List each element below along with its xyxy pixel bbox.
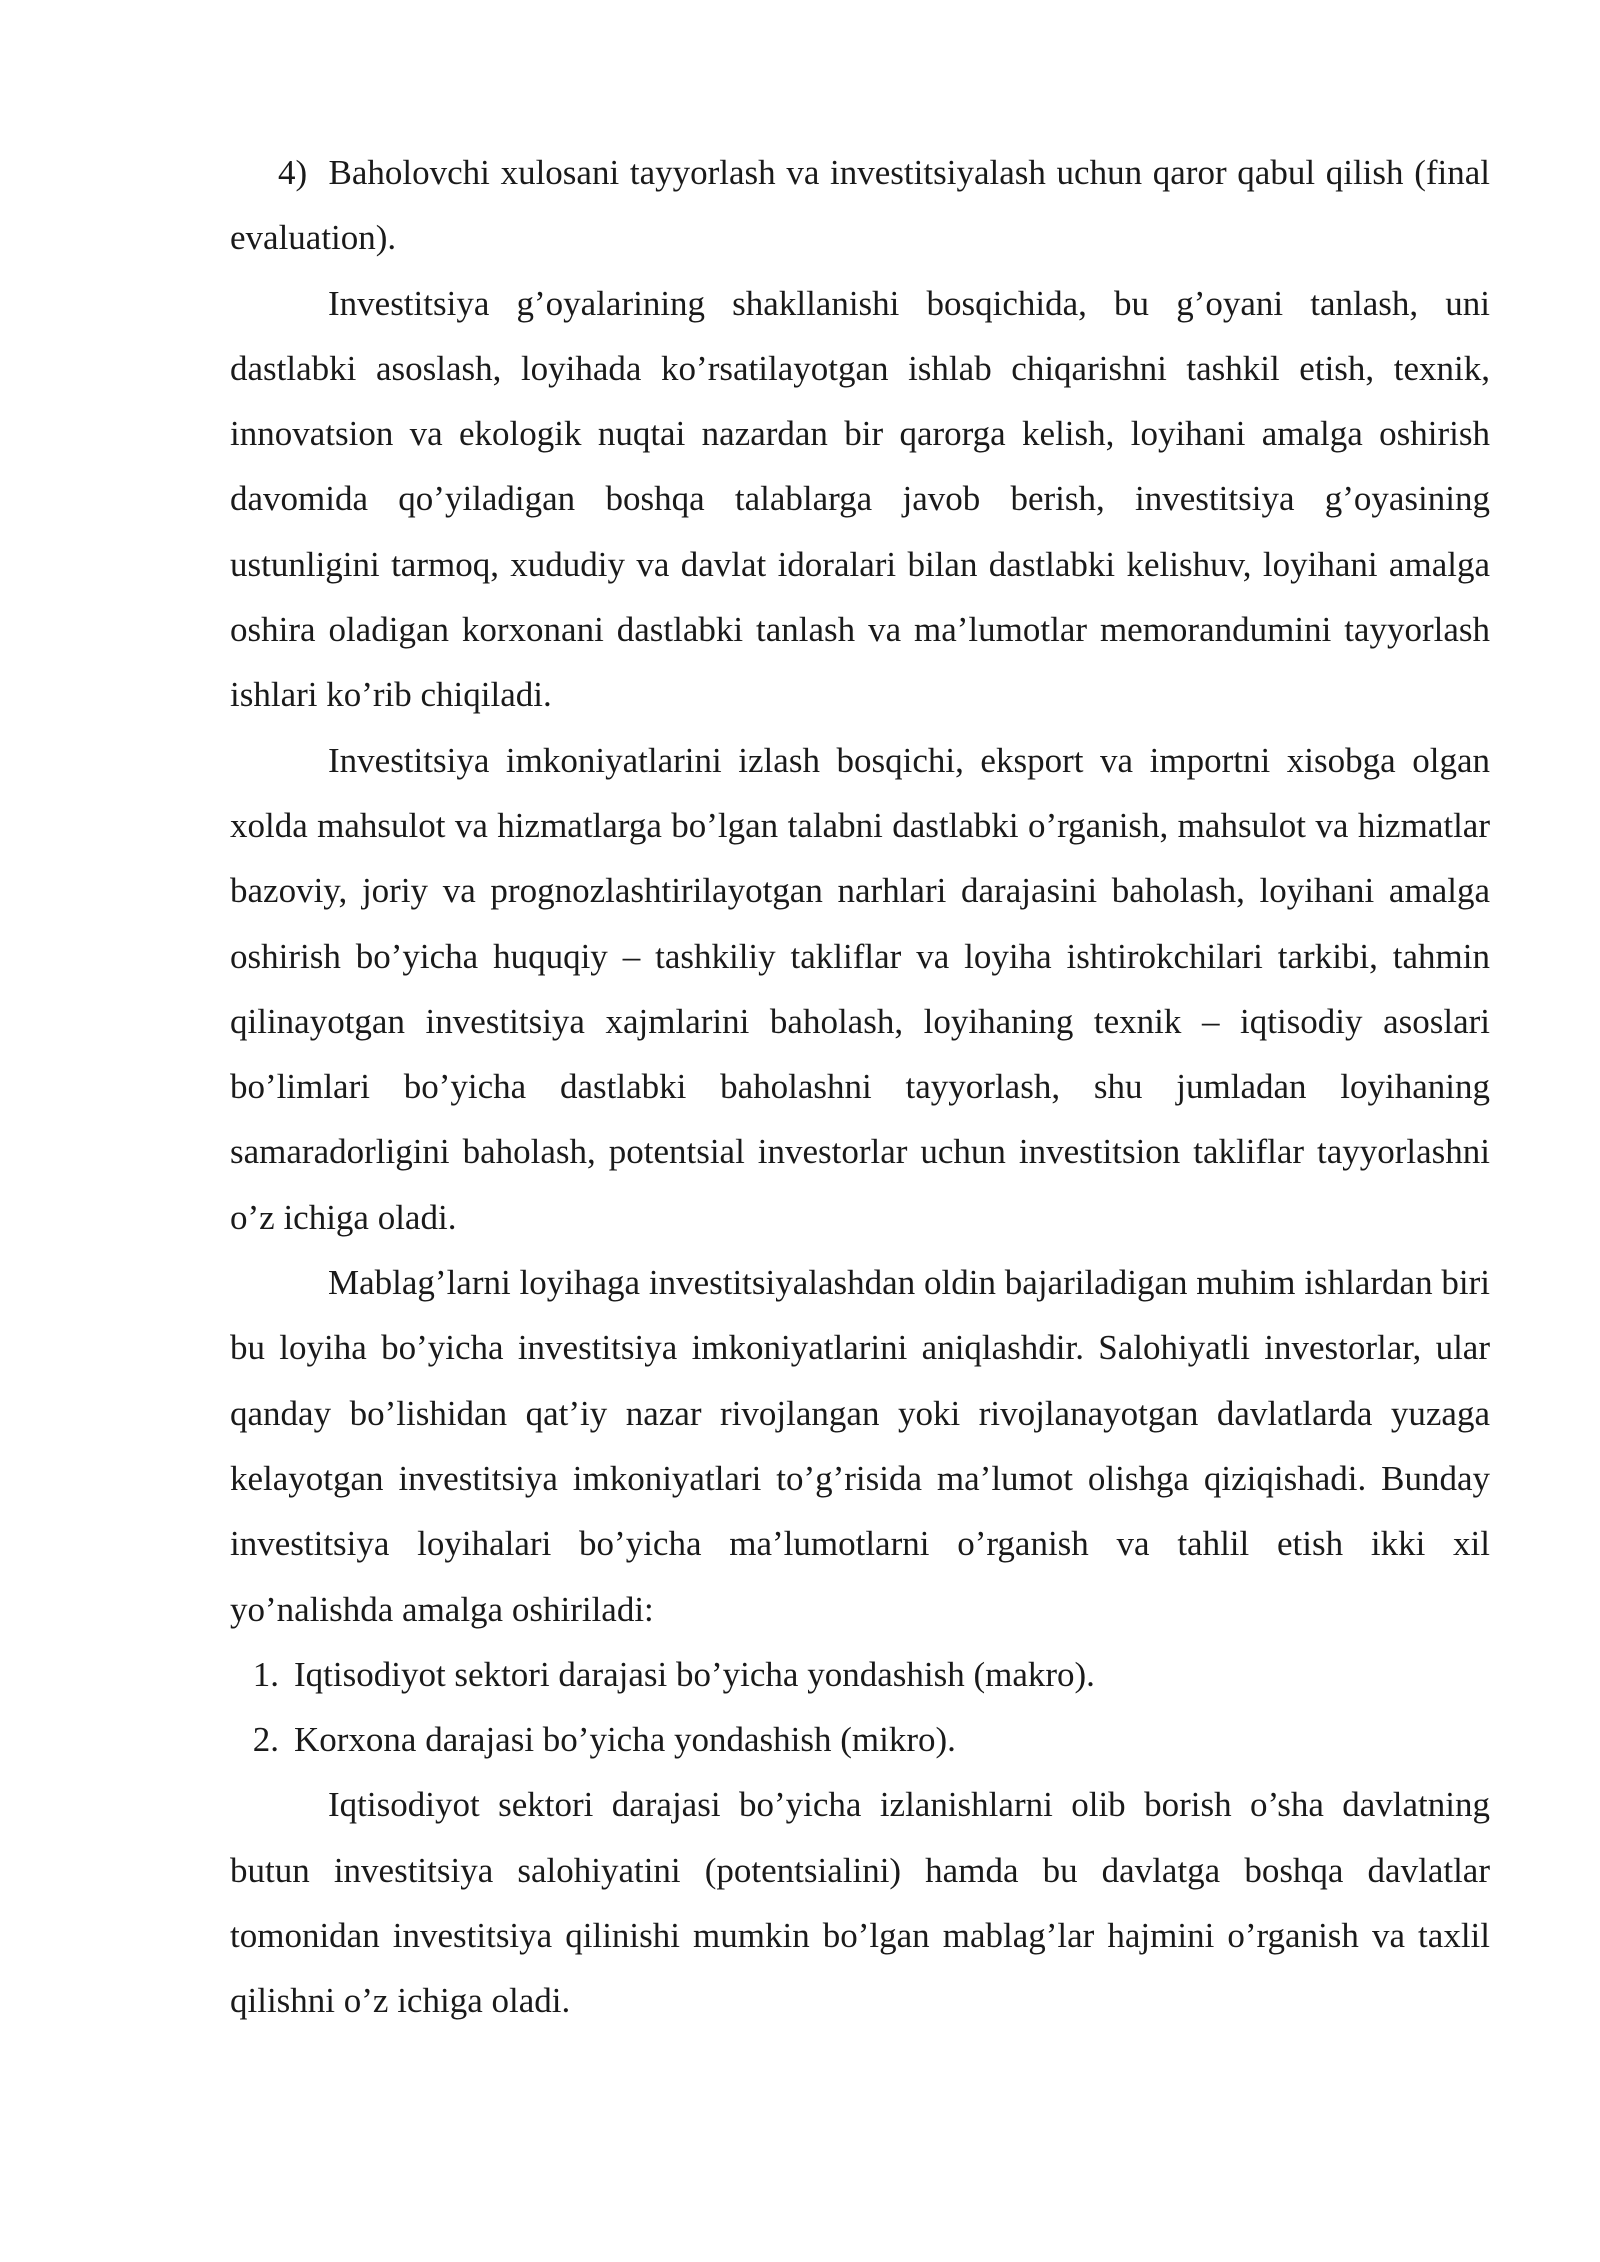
document-page xyxy=(230,140,1490,2034)
closing-paragraph: Iqtisodiyot sektori darajasi bo’yicha izlanishlarni olib borish o’sha davlatning butun investitsiya salohiyatini (potentsialini) hamda bu davlatga boshqa davlatlar tomonidan investitsiya qilinishi mumkin bo’lgan mablag’lar hajmini o’rganish va taxlil qilishni o’z ichiga oladi. xyxy=(230,1785,1490,2021)
list-item-number: 1. xyxy=(252,1654,279,1694)
list-item xyxy=(230,1642,1490,1707)
intro-item-number: 4) xyxy=(278,153,308,192)
paragraph-2: Investitsiya imkoniyatlarini izlash bosqichi, eksport va importni xisobga olgan xolda mahsulot va hizmatlarga bo’lgan talabni dastlabki o’rganish, mahsulot va hizmatlar bazoviy, joriy va prognozlashtirilayotgan narhlari darajasini baholash, loyihani amalga oshirish bo’yicha huquqiy – tashkiliy takliflar va loyiha ishtirokchilari tarkibi, tahmin qilinayotgan investitsiya xajmlarini baholash, loyihaning texnik – iqtisodiy asoslari bo’limlari bo’yicha dastlabki baholashni tayyorlash, shu jumladan loyihaning samaradorligini baholash, potentsial investorlar uchun investitsion takliflar tayyorlashni o’z ichiga oladi. xyxy=(230,740,1490,1237)
list-item-number: 2. xyxy=(252,1720,279,1760)
paragraph-1: Investitsiya g’oyalarining shakllanishi bosqichida, bu g’oyani tanlash, uni dastlabki asoslash, loyihada ko’rsatilayotgan ishlab chiqarishni tashkil etish, texnik, innovatsion va ekologik nuqtai nazardan bir qarorga kelish, loyihani amalga oshirish davomida qo’yiladigan boshqa talablarga javob berish, investitsiya g’oyasining ustunligini tarmoq, xududiy va davlat idoralari bilan dastlabki kelishuv, loyihani amalga oshira oladigan korxonani dastlabki tanlash va ma’lumotlar memorandumini tayyorlash ishlari ko’rib chiqiladi. xyxy=(230,283,1490,715)
paragraph-3: Mablag’larni loyihaga investitsiyalashdan oldin bajariladigan muhim ishlardan biri bu loyiha bo’yicha investitsiya imkoniyatlarini aniqlashdir. Salohiyatli investorlar, ular qanday bo’lishidan qat’iy nazar rivojlangan yoki rivojlanayotgan davlatlarda yuzaga kelayotgan investitsiya imkoniyatlari to’g’risida ma’lumot olishga qiziqishadi. Bunday investitsiya loyihalari bo’yicha ma’lumotlarni o’rganish va tahlil etish ikki xil yo’nalishda amalga oshiriladi: xyxy=(230,1263,1490,1629)
list-item xyxy=(230,1707,1490,1772)
intro-item-text: Baholovchi xulosani tayyorlash va investitsiyalash uchun qaror qabul qilish (final evaluation). xyxy=(230,153,1490,258)
list-item-text: Iqtisodiyot sektori darajasi bo’yicha yondashish (makro). xyxy=(294,1654,1095,1694)
list-item-text: Korxona darajasi bo’yicha yondashish (mikro). xyxy=(294,1720,956,1760)
intro-list-item xyxy=(230,140,1490,271)
